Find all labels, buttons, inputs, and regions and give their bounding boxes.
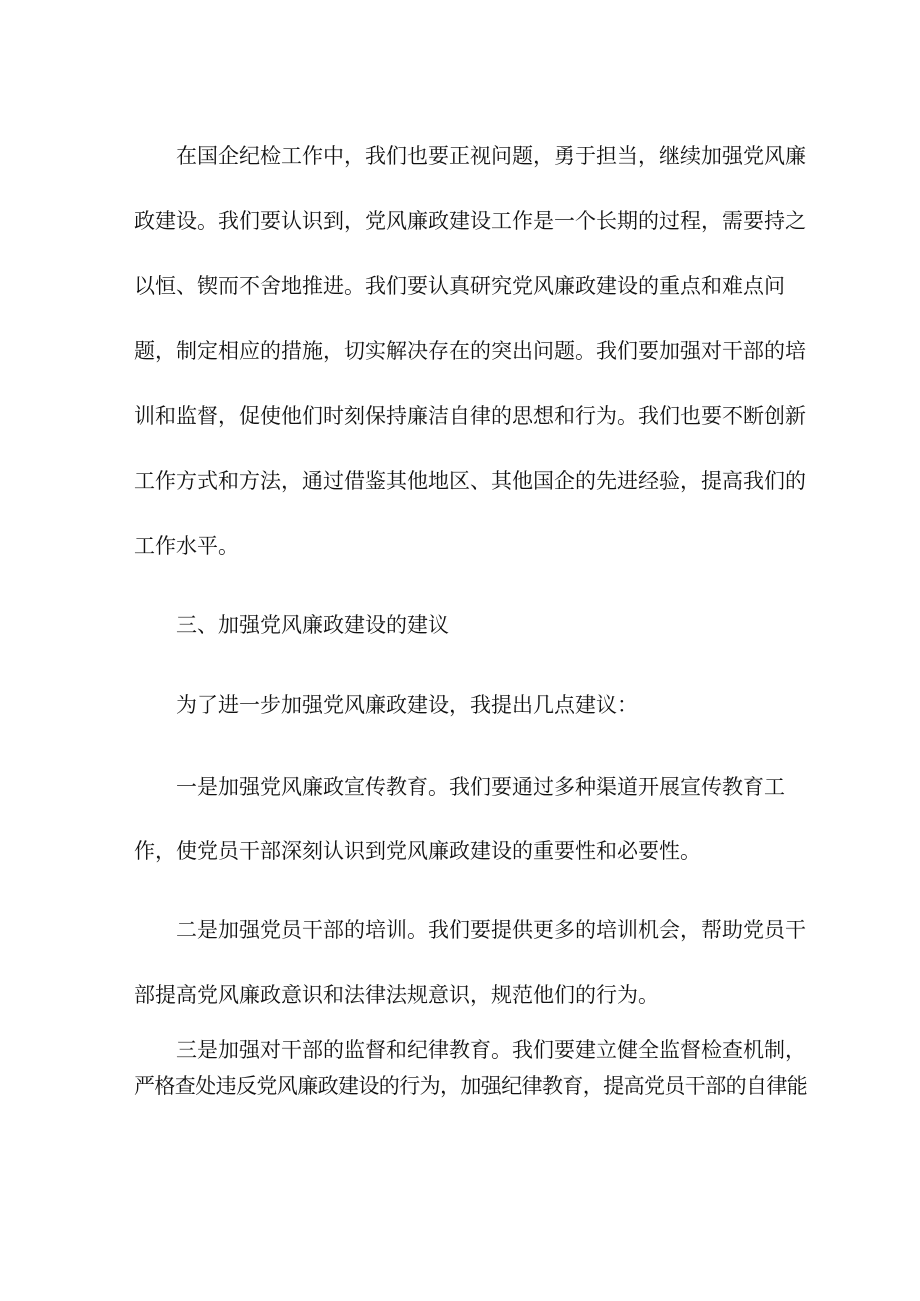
paragraph-1-line-2: 政建设。我们要认识到，党风廉政建设工作是一个长期的过程，需要持之 [134,209,806,233]
intro-line: 为了进一步加强党风廉政建设，我提出几点建议： [176,693,638,717]
paragraph-1-line-7: 工作水平。 [134,534,239,558]
suggestion-2-line-1: 二是加强党员干部的培训。我们要提供更多的培训机会，帮助党员干 [176,918,806,942]
paragraph-1-line-5: 训和监督，促使他们时刻保持廉洁自律的思想和行为。我们也要不断创新 [134,404,806,428]
suggestion-1-line-2: 作，使党员干部深刻认识到党风廉政建设的重要性和必要性。 [134,839,701,863]
section-heading: 三、加强党风廉政建设的建议 [176,613,449,637]
suggestion-3-line-2: 严格查处违反党风廉政建设的行为，加强纪律教育，提高党员干部的自律能 [134,1074,808,1098]
paragraph-1-line-4: 题，制定相应的措施，切实解决存在的突出问题。我们要加强对干部的培 [134,339,806,363]
suggestion-1-line-1: 一是加强党风廉政宣传教育。我们要通过多种渠道开展宣传教育工 [176,775,785,799]
paragraph-1-line-3: 以恒、锲而不舍地推进。我们要认真研究党风廉政建设的重点和难点问 [134,274,785,298]
paragraph-1-line-6: 工作方式和方法，通过借鉴其他地区、其他国企的先进经验，提高我们的 [134,469,806,493]
suggestion-3-line-1: 三是加强对干部的监督和纪律教育。我们要建立健全监督检查机制， [176,1038,806,1062]
paragraph-1-line-1: 在国企纪检工作中，我们也要正视问题，勇于担当，继续加强党风廉 [176,144,806,168]
suggestion-2-line-2: 部提高党风廉政意识和法律法规意识，规范他们的行为。 [134,983,659,1007]
